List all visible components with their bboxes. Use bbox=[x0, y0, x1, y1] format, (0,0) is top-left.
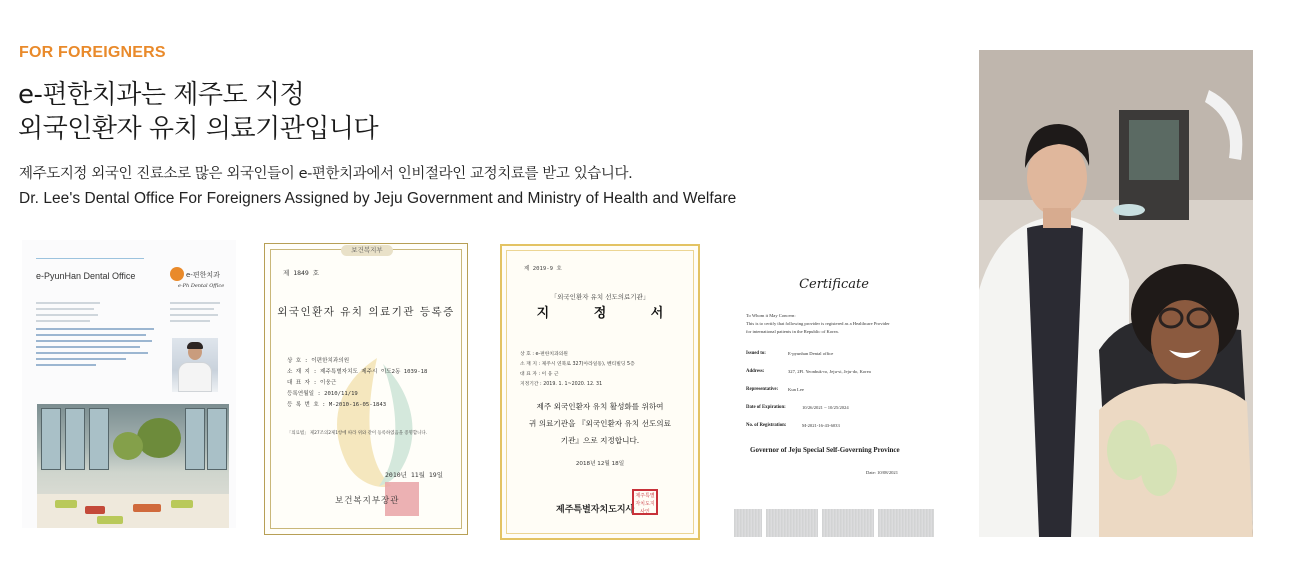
registration-signer: 보건복지부장관 bbox=[335, 496, 400, 506]
designation-body-line: 기관』으로 지정합니다. bbox=[560, 436, 640, 445]
revenue-stamp bbox=[822, 509, 874, 537]
letter-credential-line bbox=[36, 334, 146, 336]
certificate-intro: This is to certify that following provider is registered as a Healthcare Provider bbox=[746, 321, 890, 326]
letter-contact-line bbox=[170, 314, 218, 316]
letterhead-office-name: e-PyunHan Dental Office bbox=[36, 271, 136, 281]
letter-credential-line bbox=[36, 364, 96, 366]
designation-field: 소 재 지 : 제주시 연북로 327(아라일동), 벤티빌딩 5층 bbox=[520, 362, 635, 367]
certificate-field-value: E-pyunhan Dental office bbox=[788, 351, 834, 356]
certificate-title: Certificate bbox=[799, 277, 869, 292]
certificate-governor: Governor of Jeju Special Self-Governing Province bbox=[750, 446, 900, 454]
clinic-logo-text: e-편한치과 bbox=[186, 271, 220, 279]
letter-contact-line bbox=[170, 302, 220, 304]
certificate-field-key: No. of Registration: bbox=[746, 423, 787, 428]
certificate-field-value: Kun Lee bbox=[788, 387, 804, 392]
doctor-portrait bbox=[172, 338, 218, 392]
registration-field: 소 재 지 : 제주특별자치도 제주시 이도2동 1039-18 bbox=[287, 369, 428, 375]
designation-date: 2018년 12월 18일 bbox=[575, 461, 625, 467]
registration-field: 상 호 : 이편한치과의원 bbox=[287, 358, 350, 364]
letter-credential-line bbox=[36, 358, 126, 360]
clinic-interior-photo bbox=[37, 404, 229, 528]
doctor-with-patient-photo bbox=[979, 50, 1253, 537]
designation-certificate bbox=[500, 244, 700, 540]
registration-field: 대 표 자 : 이웅근 bbox=[287, 380, 337, 386]
letter-text-line bbox=[36, 308, 94, 310]
letter-text-line bbox=[36, 320, 90, 322]
certificate-field-key: Address: bbox=[746, 369, 765, 374]
section-eyebrow: FOR FOREIGNERS bbox=[19, 44, 166, 61]
letter-contact-line bbox=[170, 308, 214, 310]
revenue-stamp bbox=[734, 509, 762, 537]
subtitle-english: Dr. Lee's Dental Office For Foreigners Assigned by Jeju Government and Ministry of Health and Welfare bbox=[19, 190, 737, 207]
ministry-label: 보건복지부 bbox=[341, 245, 393, 256]
letter-credential-line bbox=[36, 340, 152, 342]
photo-illustration bbox=[979, 50, 1253, 537]
clinic-logo-subtext: e-Ph Dental Office bbox=[178, 283, 224, 289]
registration-date: 2010년 11월 19일 bbox=[385, 471, 443, 479]
registration-title: 외국인환자 유치 의료기관 등록증 bbox=[277, 306, 455, 318]
certificate-field-value: 327, 2Fl. Yeonbuk-ro, Jeju-si, Jeju-do, Korea bbox=[788, 369, 871, 374]
governor-seal: 제주특별자치도지사인 bbox=[632, 489, 658, 515]
certificate-field-key: Representative: bbox=[746, 387, 779, 392]
certificate-date: Date: 10/08/2021 bbox=[866, 470, 899, 475]
certificate-intro: To Whom it May Concern: bbox=[746, 313, 796, 318]
headline-line-1: e-편한치과는 제주도 지정 bbox=[18, 80, 305, 110]
section-headline bbox=[18, 78, 378, 146]
letter-credential-line bbox=[36, 328, 154, 330]
revenue-stamp bbox=[766, 509, 818, 537]
certificate-field-value: M-2021-16-43-6033 bbox=[802, 423, 840, 428]
letter-credential-line bbox=[36, 346, 140, 348]
letter-text-line bbox=[36, 314, 98, 316]
certificate-field-value: 10/26/2021 ~ 10/25/2024 bbox=[802, 405, 849, 410]
designation-body-line: 귀 의료기관을 『외국인환자 유치 선도의료 bbox=[529, 419, 671, 428]
designation-body bbox=[502, 398, 698, 449]
letter-contact-line bbox=[170, 320, 210, 322]
letter-text-line bbox=[36, 302, 100, 304]
registration-certificate bbox=[264, 243, 468, 535]
headline-line-2: 외국인환자 유치 의료기관입니다 bbox=[18, 114, 379, 144]
subtitle-korean: 제주도지정 외국인 진료소로 많은 외국인들이 e-편한치과에서 인비절라인 교정치료를 받고 있습니다. bbox=[19, 166, 633, 182]
registration-number: 제 1849 호 bbox=[283, 269, 320, 277]
registration-note: 「의료법」 제27조의2제1항에 따라 위와 같이 등록하였음을 증명합니다. bbox=[287, 431, 428, 436]
clinic-logo bbox=[168, 264, 224, 292]
designation-signer: 제주특별자치도지사 bbox=[556, 505, 635, 515]
registration-field: 등록연월일 : 2010/11/19 bbox=[287, 391, 358, 397]
designation-field: 상 호 : e-편한치과의원 bbox=[520, 352, 568, 357]
certificate-field-key: Date of Expiration: bbox=[746, 405, 786, 410]
certificate-field-key: Issued to: bbox=[746, 351, 766, 356]
letterhead-document bbox=[22, 240, 236, 528]
designation-subtitle: 「외국인환자 유치 선도의료기관」 bbox=[550, 293, 650, 301]
letterhead-rule bbox=[36, 258, 144, 259]
revenue-stamp bbox=[878, 509, 934, 537]
letter-credential-line bbox=[36, 352, 148, 354]
certificate-intro: for international patients in the Republic of Korea. bbox=[746, 329, 839, 334]
designation-number: 제 2019-9 호 bbox=[524, 266, 562, 272]
designation-field: 대 표 자 : 이 웅 근 bbox=[520, 372, 559, 377]
english-certificate bbox=[726, 243, 942, 539]
designation-field: 지정기간 : 2019. 1. 1~2020. 12. 31 bbox=[520, 382, 603, 387]
designation-body-line: 제주 외국인환자 유치 활성화를 위하여 bbox=[536, 402, 664, 411]
designation-title: 지 정 서 bbox=[536, 306, 684, 321]
registration-field: 등 록 번 호 : M-2010-16-05-1843 bbox=[287, 402, 387, 408]
